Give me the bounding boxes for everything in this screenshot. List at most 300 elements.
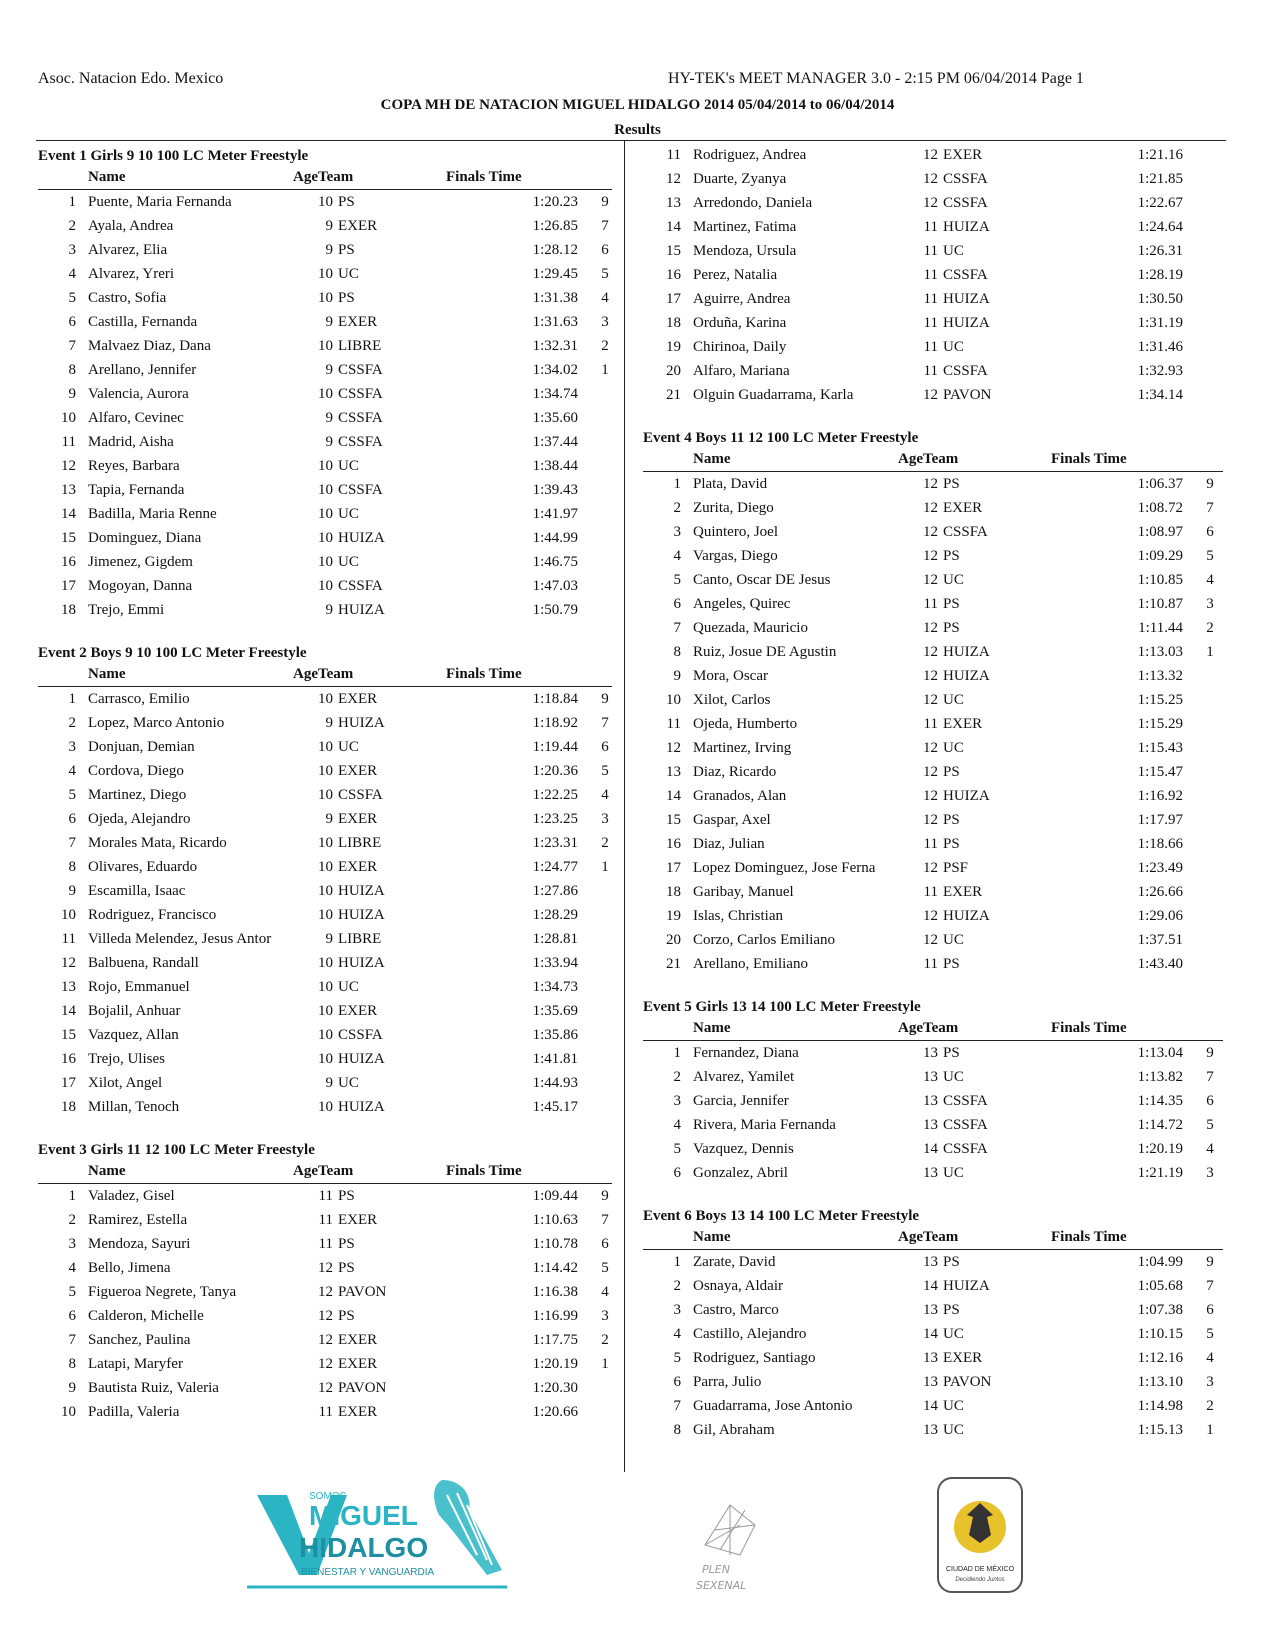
place: 14 — [666, 219, 681, 235]
swimmer-name: Olguin Guadarrama, Karla — [693, 387, 854, 403]
age: 12 — [923, 620, 938, 636]
swimmer-name: Quintero, Joel — [693, 524, 778, 540]
age: 11 — [318, 1236, 333, 1252]
swimmer-name: Bello, Jimena — [88, 1260, 171, 1276]
team: CSSFA — [338, 578, 383, 594]
age: 12 — [923, 171, 938, 187]
finals-time: 1:14.35 — [1137, 1093, 1183, 1109]
team: UC — [338, 506, 359, 522]
points: 1 — [601, 859, 609, 875]
swimmer-name: Rivera, Maria Fernanda — [693, 1117, 836, 1133]
result-row — [38, 336, 612, 360]
result-row — [643, 1067, 1223, 1091]
team: CSSFA — [943, 1117, 988, 1133]
age: 13 — [923, 1254, 938, 1270]
swimmer-name: Figueroa Negrete, Tanya — [88, 1284, 237, 1300]
place: 3 — [68, 1236, 76, 1252]
age: 12 — [923, 644, 938, 660]
place: 8 — [68, 859, 76, 875]
finals-time: 1:21.85 — [1137, 171, 1183, 187]
result-row — [38, 929, 612, 953]
points: 7 — [1206, 500, 1214, 516]
table-header — [643, 1019, 1223, 1041]
points: 2 — [601, 1332, 609, 1348]
finals-time: 1:18.92 — [532, 715, 578, 731]
finals-time: 1:05.68 — [1137, 1278, 1183, 1294]
place: 4 — [673, 1117, 681, 1133]
place: 1 — [68, 194, 76, 210]
place: 12 — [61, 458, 76, 474]
age: 9 — [325, 434, 333, 450]
place: 7 — [68, 835, 76, 851]
age: 10 — [318, 1051, 333, 1067]
team: HUIZA — [338, 602, 385, 618]
swimmer-name: Parra, Julio — [693, 1374, 762, 1390]
age: 11 — [923, 291, 938, 307]
team: UC — [943, 740, 964, 756]
team: HUIZA — [338, 907, 385, 923]
swimmer-name: Padilla, Valeria — [88, 1404, 180, 1420]
team: EXER — [338, 811, 378, 827]
result-row — [643, 337, 1223, 361]
place: 11 — [666, 147, 681, 163]
age: 12 — [923, 764, 938, 780]
swimmer-name: Garcia, Jennifer — [693, 1093, 789, 1109]
points: 2 — [601, 835, 609, 851]
swimmer-name: Tapia, Fernanda — [88, 482, 185, 498]
team: UC — [943, 1422, 964, 1438]
swimmer-name: Villeda Melendez, Jesus Antor — [88, 931, 272, 947]
swimmer-name: Gaspar, Axel — [693, 812, 771, 828]
result-row — [643, 1091, 1223, 1115]
result-row — [643, 1300, 1223, 1324]
finals-time: 1:34.73 — [532, 979, 578, 995]
finals-time: 1:39.43 — [532, 482, 578, 498]
swimmer-name: Alvarez, Yamilet — [693, 1069, 795, 1085]
points: 7 — [601, 218, 609, 234]
finals-time: 1:37.44 — [532, 434, 578, 450]
place: 6 — [68, 811, 76, 827]
place: 12 — [666, 740, 681, 756]
swimmer-name: Puente, Maria Fernanda — [88, 194, 232, 210]
finals-time: 1:11.44 — [1138, 620, 1183, 636]
age: 9 — [325, 1075, 333, 1091]
team: HUIZA — [338, 1051, 385, 1067]
place: 3 — [673, 524, 681, 540]
finals-time: 1:16.92 — [1137, 788, 1183, 804]
result-row — [643, 385, 1223, 409]
result-row — [643, 1139, 1223, 1163]
swimmer-name: Castro, Marco — [693, 1302, 779, 1318]
team: EXER — [943, 716, 983, 732]
finals-time: 1:29.45 — [532, 266, 578, 282]
header-ageteam: AgeTeam — [898, 1020, 959, 1036]
team: PAVON — [943, 1374, 992, 1390]
place: 16 — [61, 1051, 76, 1067]
age: 13 — [923, 1045, 938, 1061]
age: 11 — [923, 219, 938, 235]
place: 8 — [673, 644, 681, 660]
place: 17 — [666, 860, 681, 876]
points: 4 — [1206, 572, 1214, 588]
team: PS — [943, 1045, 960, 1061]
swimmer-name: Rodriguez, Francisco — [88, 907, 217, 923]
result-row — [38, 1025, 612, 1049]
points: 5 — [601, 1260, 609, 1276]
age: 9 — [325, 362, 333, 378]
points: 3 — [1206, 1165, 1214, 1181]
team: UC — [943, 1398, 964, 1414]
team: HUIZA — [943, 788, 990, 804]
svg-text:PLEN: PLEN — [702, 1563, 730, 1576]
finals-time: 1:35.60 — [532, 410, 578, 426]
age: 10 — [318, 338, 333, 354]
swimmer-name: Plata, David — [693, 476, 768, 492]
result-row — [38, 312, 612, 336]
place: 1 — [673, 476, 681, 492]
swimmer-name: Xilot, Angel — [88, 1075, 163, 1091]
finals-time: 1:20.19 — [1137, 1141, 1183, 1157]
result-row — [643, 714, 1223, 738]
event-title: Event 2 Boys 9 10 100 LC Meter Freestyle — [38, 645, 307, 661]
points: 6 — [1206, 1093, 1214, 1109]
result-row — [38, 408, 612, 432]
finals-time: 1:07.38 — [1137, 1302, 1183, 1318]
swimmer-name: Madrid, Aisha — [88, 434, 174, 450]
finals-time: 1:41.97 — [532, 506, 578, 522]
event-section — [38, 642, 612, 1121]
cdmx-logo — [935, 1475, 1025, 1595]
place: 20 — [666, 363, 681, 379]
finals-time: 1:15.25 — [1137, 692, 1183, 708]
swimmer-name: Castillo, Alejandro — [693, 1326, 807, 1342]
swimmer-name: Rodriguez, Santiago — [693, 1350, 816, 1366]
place: 11 — [666, 716, 681, 732]
header-finals-time: Finals Time — [446, 1163, 522, 1179]
swimmer-name: Garibay, Manuel — [693, 884, 794, 900]
place: 18 — [666, 884, 681, 900]
finals-time: 1:20.30 — [532, 1380, 578, 1396]
place: 3 — [673, 1302, 681, 1318]
result-row — [38, 713, 612, 737]
age: 11 — [923, 339, 938, 355]
header-name: Name — [693, 1020, 731, 1036]
swimmer-name: Donjuan, Demian — [88, 739, 195, 755]
finals-time: 1:29.06 — [1137, 908, 1183, 924]
swimmer-name: Chirinoa, Daily — [693, 339, 787, 355]
points: 4 — [1206, 1141, 1214, 1157]
result-row — [38, 1001, 612, 1025]
team: LIBRE — [338, 931, 382, 947]
finals-time: 1:20.19 — [532, 1356, 578, 1372]
points: 7 — [1206, 1278, 1214, 1294]
result-row — [643, 361, 1223, 385]
right-column — [643, 145, 1223, 1462]
team: CSSFA — [338, 362, 383, 378]
age: 13 — [923, 1117, 938, 1133]
age: 12 — [923, 548, 938, 564]
place: 5 — [68, 290, 76, 306]
place: 13 — [666, 764, 681, 780]
result-row — [38, 216, 612, 240]
finals-time: 1:44.99 — [532, 530, 578, 546]
age: 13 — [923, 1093, 938, 1109]
place: 17 — [666, 291, 681, 307]
team: PS — [943, 836, 960, 852]
header-ageteam: AgeTeam — [293, 666, 354, 682]
place: 20 — [666, 932, 681, 948]
team: EXER — [338, 691, 378, 707]
age: 10 — [318, 554, 333, 570]
age: 12 — [923, 147, 938, 163]
place: 8 — [673, 1422, 681, 1438]
finals-time: 1:06.37 — [1137, 476, 1183, 492]
team: PS — [943, 548, 960, 564]
result-row — [38, 240, 612, 264]
finals-time: 1:16.99 — [532, 1308, 578, 1324]
svg-text:SOMOS: SOMOS — [309, 1491, 347, 1502]
finals-time: 1:12.16 — [1137, 1350, 1183, 1366]
points: 9 — [601, 691, 609, 707]
team: PS — [943, 812, 960, 828]
team: CSSFA — [943, 363, 988, 379]
result-row — [643, 193, 1223, 217]
swimmer-name: Gil, Abraham — [693, 1422, 775, 1438]
place: 18 — [61, 1099, 76, 1115]
result-row — [38, 1282, 612, 1306]
points: 9 — [1206, 1254, 1214, 1270]
column-divider — [624, 140, 625, 1472]
age: 13 — [923, 1302, 938, 1318]
swimmer-name: Calderon, Michelle — [88, 1308, 204, 1324]
result-row — [643, 546, 1223, 570]
place: 4 — [68, 1260, 76, 1276]
result-row — [643, 570, 1223, 594]
finals-time: 1:13.04 — [1137, 1045, 1183, 1061]
result-row — [38, 1234, 612, 1258]
swimmer-name: Arellano, Jennifer — [88, 362, 197, 378]
place: 6 — [68, 1308, 76, 1324]
svg-text:CIUDAD DE MÉXICO: CIUDAD DE MÉXICO — [945, 1566, 1015, 1573]
finals-time: 1:17.97 — [1137, 812, 1183, 828]
result-row — [38, 761, 612, 785]
team: EXER — [338, 859, 378, 875]
event-title: Event 5 Girls 13 14 100 LC Meter Freestyle — [643, 999, 921, 1015]
result-row — [643, 265, 1223, 289]
place: 6 — [673, 596, 681, 612]
age: 13 — [923, 1374, 938, 1390]
finals-time: 1:23.31 — [532, 835, 578, 851]
swimmer-name: Dominguez, Diana — [88, 530, 202, 546]
team: UC — [943, 243, 964, 259]
points: 6 — [1206, 1302, 1214, 1318]
finals-time: 1:14.42 — [532, 1260, 578, 1276]
finals-time: 1:30.50 — [1137, 291, 1183, 307]
event-section — [643, 996, 1223, 1187]
team: UC — [943, 932, 964, 948]
team: PS — [943, 764, 960, 780]
swimmer-name: Martinez, Diego — [88, 787, 187, 803]
team: UC — [943, 1069, 964, 1085]
team: HUIZA — [943, 908, 990, 924]
swimmer-name: Orduña, Karina — [693, 315, 787, 331]
age: 9 — [325, 931, 333, 947]
result-row — [643, 313, 1223, 337]
result-row — [643, 1115, 1223, 1139]
age: 9 — [325, 314, 333, 330]
age: 11 — [923, 836, 938, 852]
table-header — [38, 168, 612, 190]
swimmer-name: Diaz, Ricardo — [693, 764, 777, 780]
result-row — [38, 737, 612, 761]
place: 8 — [68, 1356, 76, 1372]
team: EXER — [338, 1332, 378, 1348]
finals-time: 1:15.47 — [1137, 764, 1183, 780]
result-row — [643, 241, 1223, 265]
swimmer-name: Ruiz, Josue DE Agustin — [693, 644, 837, 660]
result-row — [38, 504, 612, 528]
result-row — [643, 810, 1223, 834]
team: PS — [338, 1260, 355, 1276]
finals-time: 1:23.25 — [532, 811, 578, 827]
age: 12 — [923, 812, 938, 828]
age: 10 — [318, 955, 333, 971]
team: UC — [943, 1165, 964, 1181]
event-title: Event 6 Boys 13 14 100 LC Meter Freestyle — [643, 1208, 920, 1224]
place: 21 — [666, 956, 681, 972]
swimmer-name: Ramirez, Estella — [88, 1212, 188, 1228]
finals-time: 1:28.19 — [1137, 267, 1183, 283]
age: 14 — [923, 1278, 938, 1294]
team: PS — [943, 476, 960, 492]
age: 9 — [325, 811, 333, 827]
result-row — [38, 528, 612, 552]
team: CSSFA — [338, 1027, 383, 1043]
points: 5 — [601, 266, 609, 282]
team: PS — [338, 1308, 355, 1324]
place: 4 — [68, 266, 76, 282]
event-section — [38, 1139, 612, 1426]
team: PS — [338, 1236, 355, 1252]
result-row — [38, 1330, 612, 1354]
team: PAVON — [943, 387, 992, 403]
swimmer-name: Martinez, Fatima — [693, 219, 797, 235]
team: CSSFA — [338, 787, 383, 803]
place: 2 — [673, 500, 681, 516]
swimmer-name: Trejo, Ulises — [88, 1051, 165, 1067]
swimmer-name: Sanchez, Paulina — [88, 1332, 191, 1348]
result-row — [643, 1348, 1223, 1372]
team: CSSFA — [943, 195, 988, 211]
team: PS — [943, 1302, 960, 1318]
event-section — [643, 1205, 1223, 1444]
swimmer-name: Alvarez, Yreri — [88, 266, 175, 282]
age: 13 — [923, 1350, 938, 1366]
place: 19 — [666, 908, 681, 924]
result-row — [643, 930, 1223, 954]
finals-time: 1:35.69 — [532, 1003, 578, 1019]
result-row — [38, 360, 612, 384]
team: PS — [943, 1254, 960, 1270]
swimmer-name: Mogoyan, Danna — [88, 578, 193, 594]
age: 12 — [923, 788, 938, 804]
result-row — [38, 857, 612, 881]
team: UC — [338, 979, 359, 995]
result-row — [643, 594, 1223, 618]
finals-time: 1:18.84 — [532, 691, 578, 707]
points: 1 — [1206, 644, 1214, 660]
place: 5 — [68, 1284, 76, 1300]
place: 13 — [666, 195, 681, 211]
finals-time: 1:24.64 — [1137, 219, 1183, 235]
age: 11 — [318, 1404, 333, 1420]
points: 7 — [601, 715, 609, 731]
place: 12 — [666, 171, 681, 187]
result-row — [643, 1372, 1223, 1396]
result-row — [643, 498, 1223, 522]
result-row — [38, 552, 612, 576]
finals-time: 1:34.14 — [1137, 387, 1183, 403]
finals-time: 1:10.15 — [1137, 1326, 1183, 1342]
result-row — [643, 642, 1223, 666]
table-header — [38, 665, 612, 687]
team: UC — [943, 692, 964, 708]
finals-time: 1:43.40 — [1137, 956, 1183, 972]
age: 13 — [923, 1422, 938, 1438]
swimmer-name: Alfaro, Cevinec — [88, 410, 184, 426]
age: 9 — [325, 242, 333, 258]
finals-time: 1:34.74 — [532, 386, 578, 402]
team: LIBRE — [338, 338, 382, 354]
left-column — [38, 145, 612, 1444]
finals-time: 1:10.63 — [532, 1212, 578, 1228]
header-name: Name — [88, 169, 126, 185]
result-row — [38, 1354, 612, 1378]
swimmer-name: Vargas, Diego — [693, 548, 778, 564]
place: 5 — [673, 572, 681, 588]
age: 9 — [325, 715, 333, 731]
points: 3 — [601, 314, 609, 330]
swimmer-name: Ayala, Andrea — [88, 218, 174, 234]
header-ageteam: AgeTeam — [293, 1163, 354, 1179]
result-row — [38, 264, 612, 288]
swimmer-name: Castilla, Fernanda — [88, 314, 198, 330]
age: 10 — [318, 907, 333, 923]
age: 10 — [318, 194, 333, 210]
finals-time: 1:13.10 — [1137, 1374, 1183, 1390]
age: 12 — [923, 860, 938, 876]
header-ageteam: AgeTeam — [898, 451, 959, 467]
place: 11 — [61, 931, 76, 947]
header-finals-time: Finals Time — [1051, 1229, 1127, 1245]
finals-time: 1:20.23 — [532, 194, 578, 210]
finals-time: 1:34.02 — [532, 362, 578, 378]
place: 21 — [666, 387, 681, 403]
age: 10 — [318, 739, 333, 755]
result-row — [643, 169, 1223, 193]
team: HUIZA — [943, 219, 990, 235]
finals-time: 1:19.44 — [532, 739, 578, 755]
swimmer-name: Zarate, David — [693, 1254, 776, 1270]
result-row — [643, 738, 1223, 762]
place: 11 — [61, 434, 76, 450]
finals-time: 1:21.19 — [1137, 1165, 1183, 1181]
swimmer-name: Fernandez, Diana — [693, 1045, 799, 1061]
points: 7 — [601, 1212, 609, 1228]
finals-time: 1:10.78 — [532, 1236, 578, 1252]
header-finals-time: Finals Time — [1051, 451, 1127, 467]
age: 12 — [923, 524, 938, 540]
